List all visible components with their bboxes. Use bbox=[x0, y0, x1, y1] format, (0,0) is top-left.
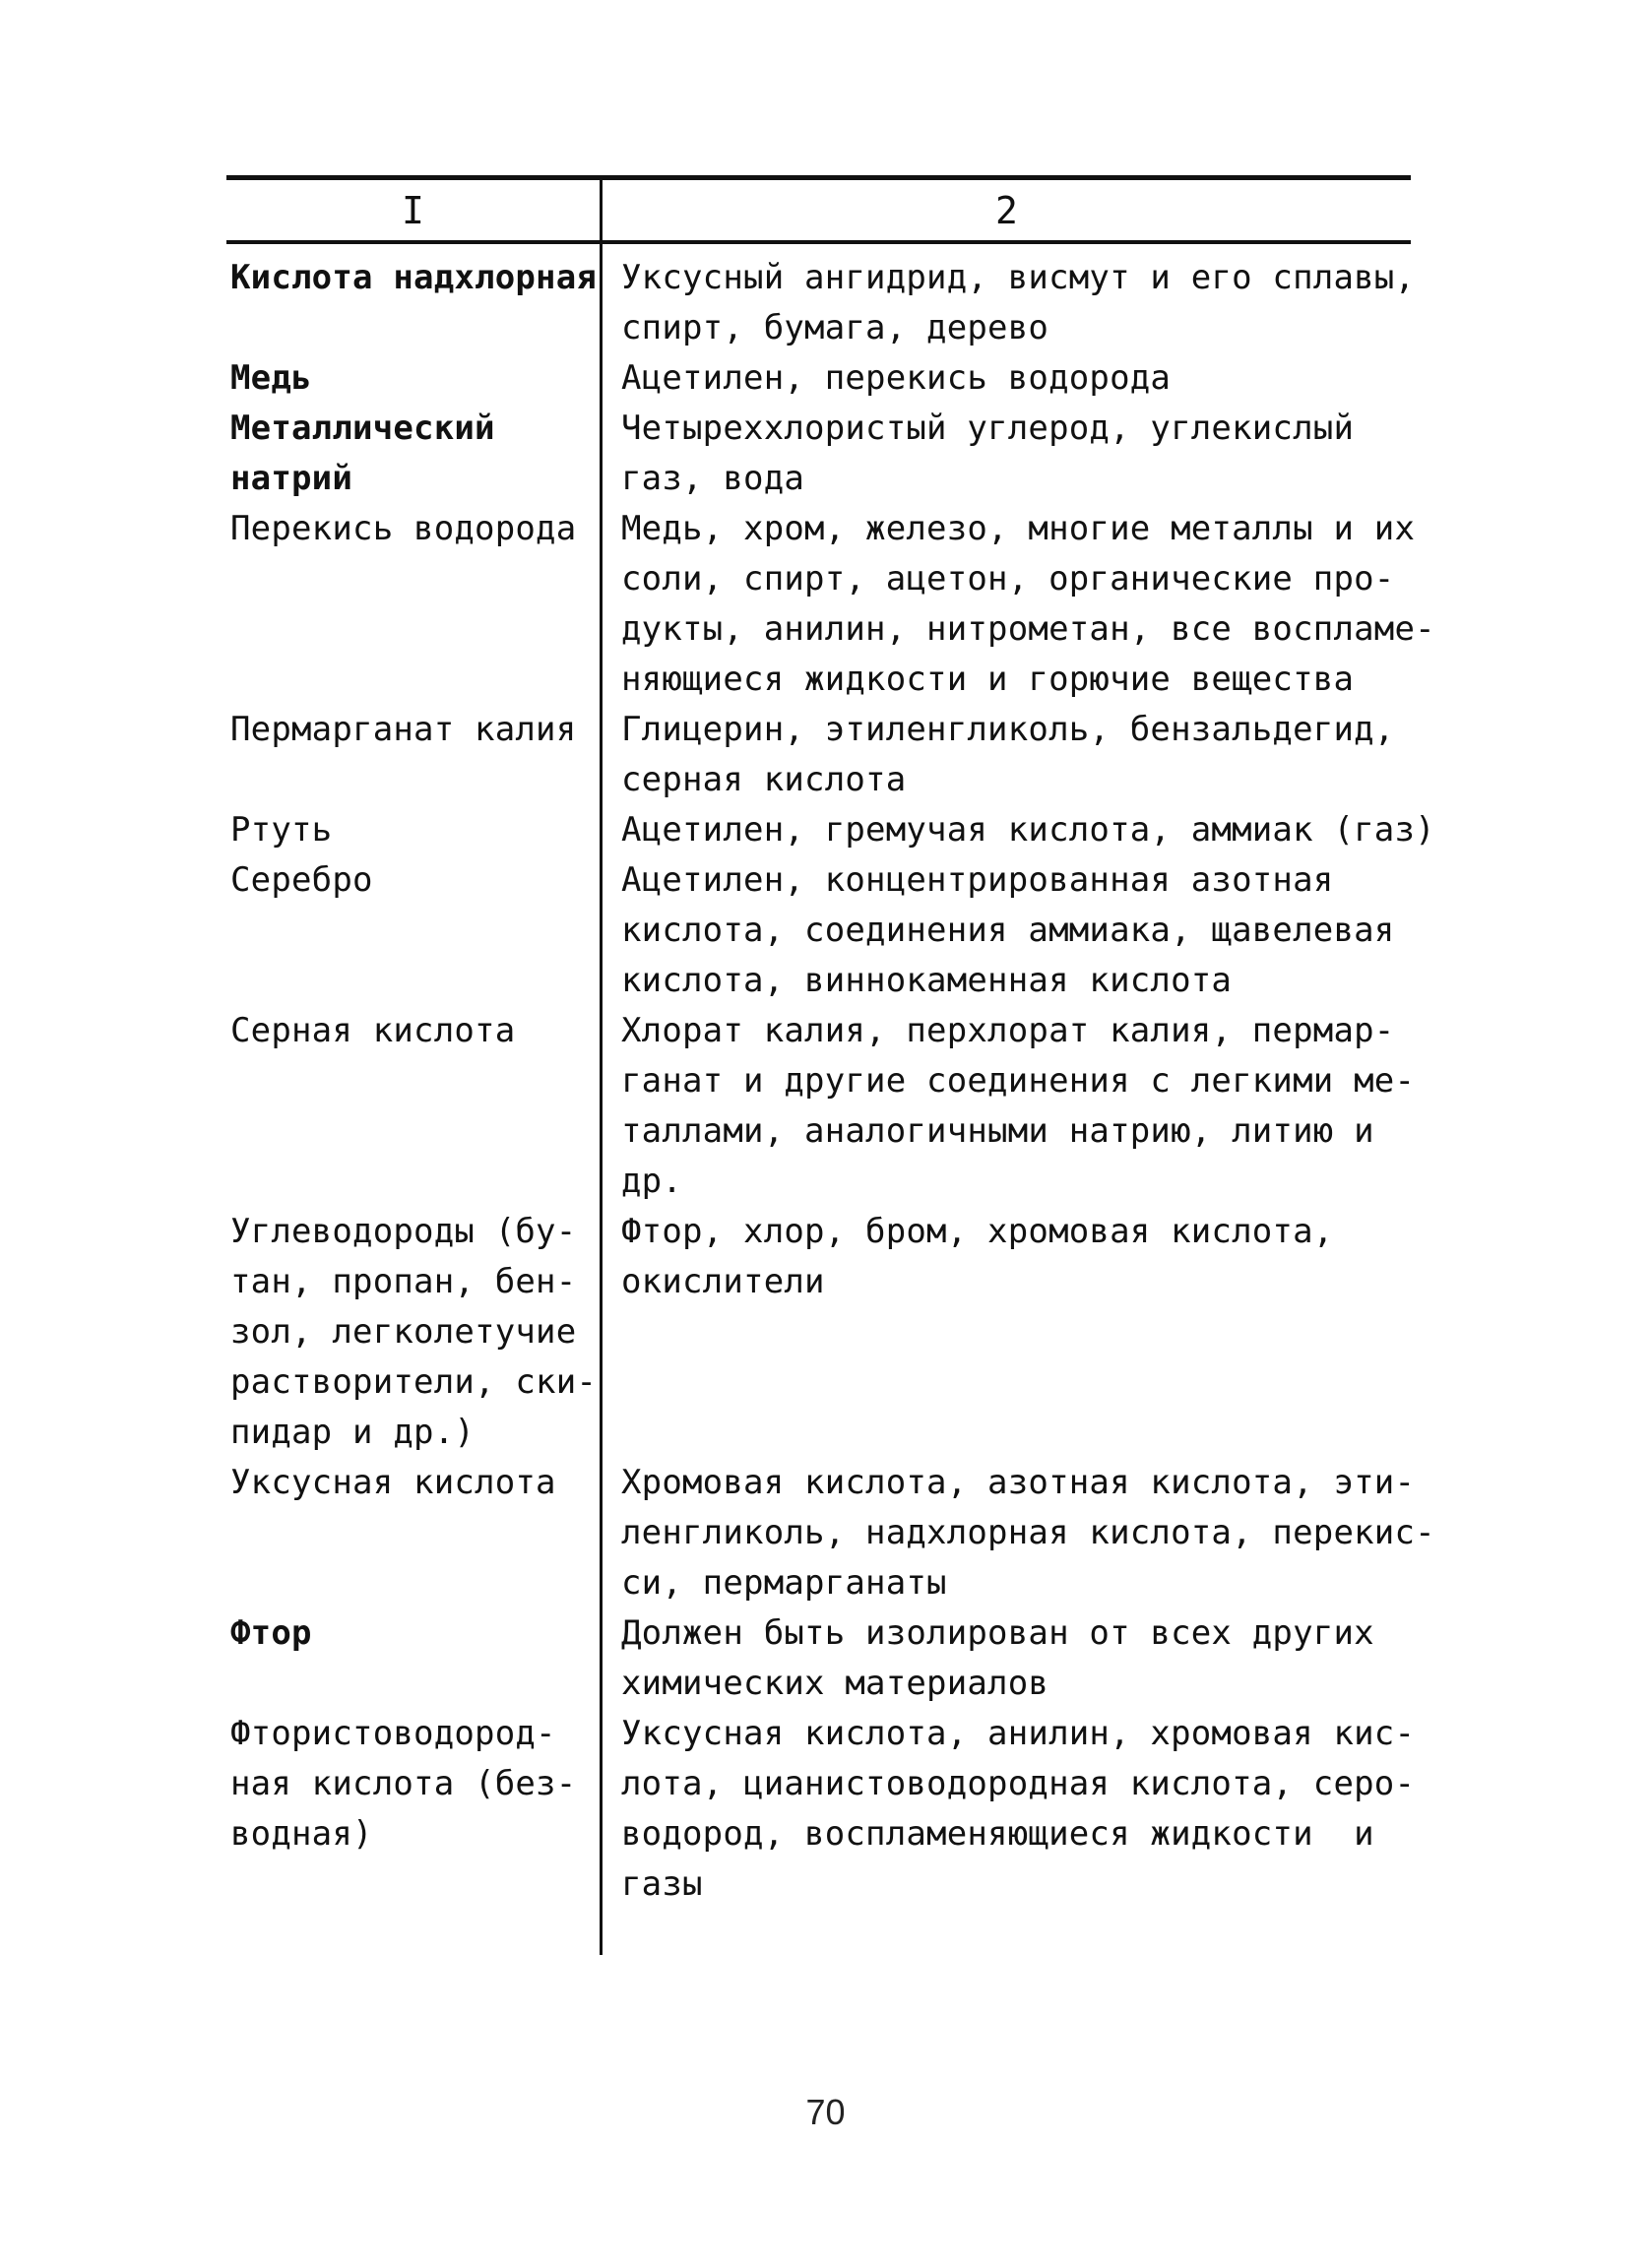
incompatible-line: водород, воспламеняющиеся жидкости и bbox=[621, 1814, 1374, 1854]
incompatible-line: Четыреххлористый углерод, углекислый bbox=[621, 409, 1355, 448]
incompatible-line: др. bbox=[621, 1162, 683, 1201]
substance-cell: Кислота надхлорная bbox=[230, 258, 598, 297]
incompatible-line: Уксусный ангидрид, висмут и его сплавы, bbox=[621, 258, 1416, 297]
incompatible-line: спирт, бумага, дерево bbox=[621, 308, 1049, 347]
substance-line: натрий bbox=[230, 459, 353, 498]
incompatible-line: соли, спирт, ацетон, органические про- bbox=[621, 559, 1395, 598]
incompatible-line: ленгликоль, надхлорная кислота, перекис- bbox=[621, 1513, 1435, 1552]
incompatible-line: окислители bbox=[621, 1262, 825, 1301]
incompatible-line: Ацетилен, гремучая кислота, аммиак (газ) bbox=[621, 810, 1435, 850]
incompatible-line: газы bbox=[621, 1864, 703, 1904]
substance-cell: Перекись водорода bbox=[230, 509, 577, 548]
incompatible-line: Ацетилен, перекись водорода bbox=[621, 358, 1172, 398]
page-number: 70 bbox=[805, 2092, 846, 2132]
incompatible-line: газ, вода bbox=[621, 459, 805, 498]
incompatible-line: Ацетилен, концентрированная азотная bbox=[621, 860, 1334, 900]
substance-cell: Серебро bbox=[230, 860, 373, 900]
incompatible-line: няющиеся жидкости и горючие вещества bbox=[621, 660, 1355, 699]
substance-cell: Фтор bbox=[230, 1613, 312, 1653]
incompatible-line: Хромовая кислота, азотная кислота, эти- bbox=[621, 1463, 1416, 1502]
incompatible-line: кислота, виннокаменная кислота bbox=[621, 961, 1233, 1000]
table-top-rule bbox=[226, 175, 1411, 180]
incompatible-line: лота, цианистоводородная кислота, серо- bbox=[621, 1764, 1416, 1803]
table-header-rule bbox=[226, 240, 1411, 244]
incompatible-line: химических материалов bbox=[621, 1664, 1049, 1703]
substance-cell: Ртуть bbox=[230, 810, 333, 850]
substance-line: Углеводороды (бу- bbox=[230, 1212, 577, 1251]
substance-line: Фтористоводород- bbox=[230, 1714, 556, 1753]
substance-cell: Уксусная кислота bbox=[230, 1463, 556, 1502]
substance-line: тан, пропан, бен- bbox=[230, 1262, 577, 1301]
substance-line: водная) bbox=[230, 1814, 373, 1854]
substance-cell: Серная кислота bbox=[230, 1011, 516, 1050]
column-divider bbox=[600, 175, 603, 1955]
substance-line: пидар и др.) bbox=[230, 1413, 476, 1452]
incompatible-line: Уксусная кислота, анилин, хромовая кис- bbox=[621, 1714, 1416, 1753]
incompatible-line: Медь, хром, железо, многие металлы и их bbox=[621, 509, 1416, 548]
incompatible-line: Фтор, хлор, бром, хромовая кислота, bbox=[621, 1212, 1334, 1251]
incompatible-line: ганат и другие соединения с легкими ме- bbox=[621, 1061, 1416, 1101]
incompatible-line: серная кислота bbox=[621, 760, 907, 799]
incompatible-line: Должен быть изолирован от всех других bbox=[621, 1613, 1374, 1653]
column-header-2: 2 bbox=[995, 189, 1018, 232]
incompatible-line: Глицерин, этиленгликоль, бензальдегид, bbox=[621, 710, 1395, 749]
substance-cell: Пермарганат калия bbox=[230, 710, 577, 749]
incompatible-line: кислота, соединения аммиака, щавелевая bbox=[621, 911, 1395, 950]
incompatible-line: Хлорат калия, перхлорат калия, пермар- bbox=[621, 1011, 1395, 1050]
substance-cell: Медь bbox=[230, 358, 312, 398]
incompatible-line: таллами, аналогичными натрию, литию и bbox=[621, 1111, 1374, 1151]
substance-line: зол, легколетучие bbox=[230, 1312, 577, 1352]
substance-line: растворители, ски- bbox=[230, 1362, 598, 1402]
column-header-1: I bbox=[402, 189, 424, 232]
substance-line: Металлический bbox=[230, 409, 495, 448]
substance-line: ная кислота (без- bbox=[230, 1764, 577, 1803]
incompatible-line: дукты, анилин, нитрометан, все воспламе- bbox=[621, 609, 1435, 649]
incompatible-line: си, пермарганаты bbox=[621, 1563, 947, 1603]
